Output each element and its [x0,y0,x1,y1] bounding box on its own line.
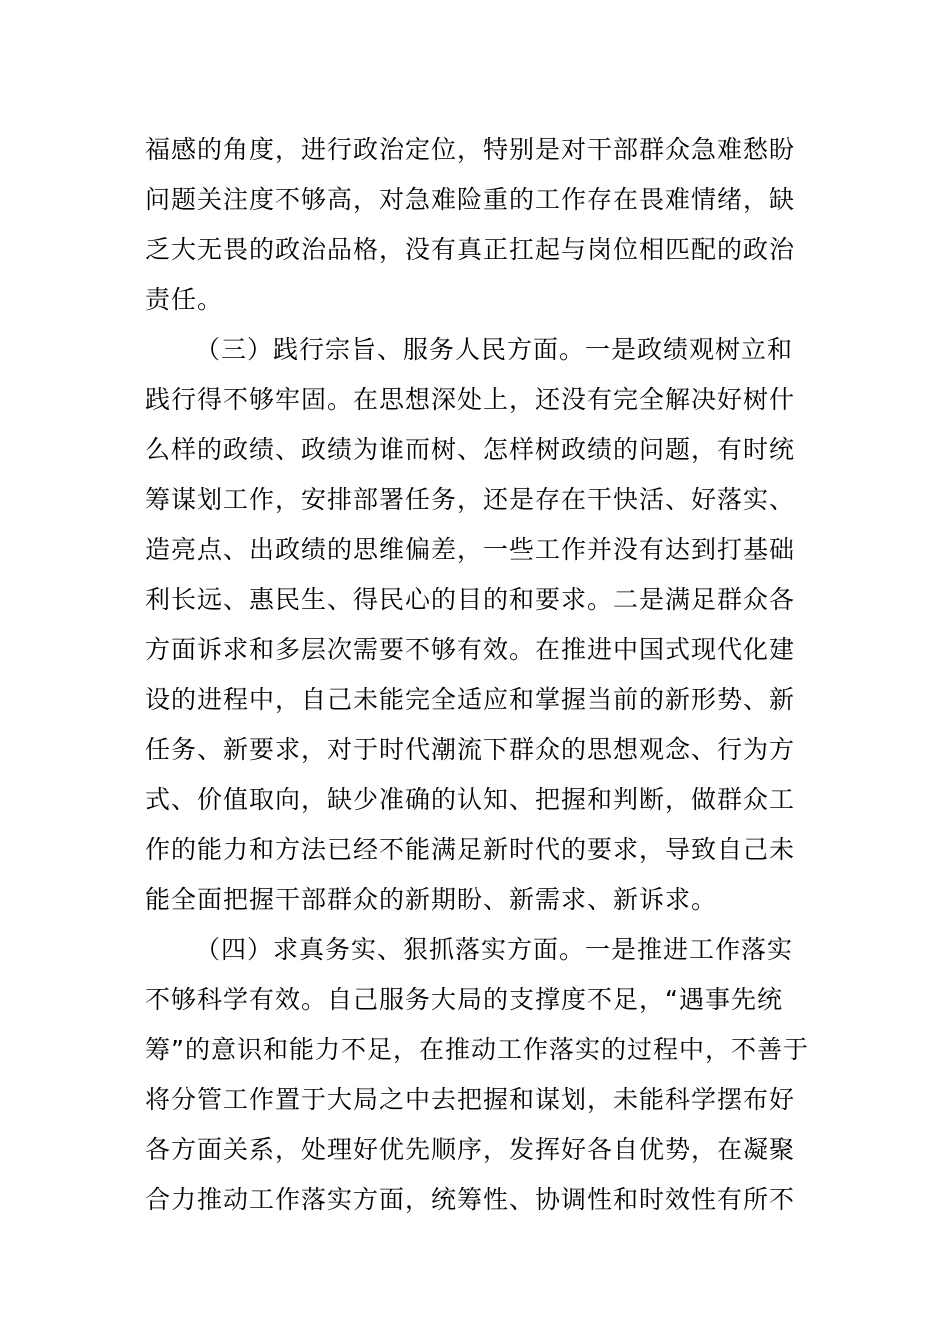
text-line: 利长远、惠民生、得民心的目的和要求。二是满足群众各 [145,585,796,614]
section-heading-line: （四）求真务实、狠抓落实方面。一是推进工作落实 [195,935,794,964]
text-line: 任务、新要求，对于时代潮流下群众的思想观念、行为方 [145,735,796,764]
text-line: 作的能力和方法已经不能满足新时代的要求，导致自己未 [145,835,796,864]
text-line: 福感的角度，进行政治定位，特别是对干部群众急难愁盼 [145,135,796,164]
text-line: 乏大无畏的政治品格，没有真正扛起与岗位相匹配的政治 [145,235,796,264]
text-line: 责任。 [145,285,224,314]
section-heading-line: （三）践行宗旨、服务人民方面。一是政绩观树立和 [195,335,794,364]
text-line: 式、价值取向，缺少准确的认知、把握和判断，做群众工 [145,785,796,814]
text-line: 方面诉求和多层次需要不够有效。在推进中国式现代化建 [145,635,796,664]
body-text [145,125,815,1225]
text-line: 践行得不够牢固。在思想深处上，还没有完全解决好树什 [145,385,796,414]
text-line: 能全面把握干部群众的新期盼、新需求、新诉求。 [145,885,718,914]
text-line: 将分管工作置于大局之中去把握和谋划，未能科学摆布好 [145,1085,796,1114]
text-line: 筹”的意识和能力不足，在推动工作落实的过程中，不善于 [145,1035,809,1064]
text-line: 合力推动工作落实方面，统筹性、协调性和时效性有所不 [145,1185,796,1214]
text-line: 筹谋划工作，安排部署任务，还是存在干快活、好落实、 [145,485,796,514]
text-line: 各方面关系，处理好优先顺序，发挥好各自优势，在凝聚 [145,1135,796,1164]
text-line: 么样的政绩、政绩为谁而树、怎样树政绩的问题，有时统 [145,435,796,464]
text-line: 设的进程中，自己未能完全适应和掌握当前的新形势、新 [145,685,796,714]
text-line: 问题关注度不够高，对急难险重的工作存在畏难情绪，缺 [145,185,796,214]
text-line: 不够科学有效。自己服务大局的支撑度不足，“遇事先统 [145,985,783,1014]
text-line: 造亮点、出政绩的思维偏差，一些工作并没有达到打基础 [145,535,796,564]
